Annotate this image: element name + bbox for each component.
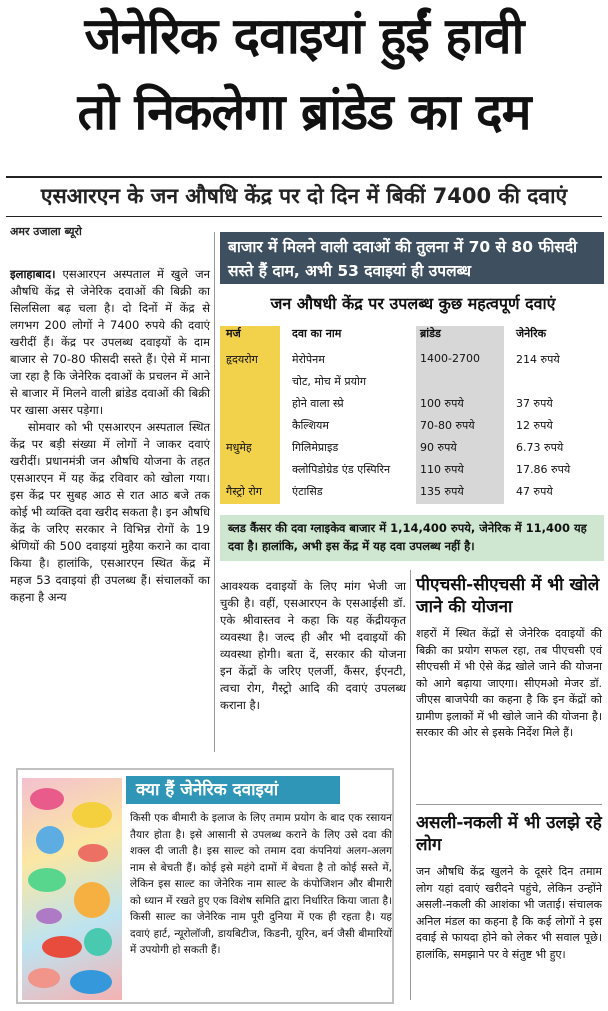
column-divider — [410, 570, 411, 1000]
sidebar-title-phc: पीएचसी-सीएचसी में भी खोले जाने की योजना — [416, 575, 600, 617]
table-header: दवा का नाम — [292, 327, 342, 340]
column-divider — [214, 232, 215, 752]
dateline: इलाहाबाद। — [10, 267, 56, 281]
paragraph: सोमवार को भी एसआरएन अस्पताल स्थित केंद्र पर बड़ी संख्या में लोगों ने जाकर दवाएं खरीदीं। प्रधानमंत्री जन औषधि योजना के तहत एसआरएन में यह केंद्र रविवार को खोला गया। इस केंद्र पर सुबह आठ से रात आठ बजे तक कोई भी व्यक्ति दवा खरीद सकता है। इन औषधि केंद्र के जरिए सरकार ने विभिन्न रोगों के 19 श्रेणियों की 500 दवाइयां मुहैया कराने का दावा किया है। हालांकि, एसआरएन स्थित केंद्र में महज 53 दवाइयां ही उपलब्ध हैं। संचालकों का कहना है अन्य — [10, 420, 210, 604]
table-cell: हृदयरोग — [226, 353, 258, 366]
table-header: मर्ज — [226, 327, 241, 340]
headline-line-2: तो निकलेगा ब्रांडेड का दम — [77, 83, 531, 141]
table-cell: 47 रुपये — [516, 485, 553, 498]
table-cell: एंटासिड — [292, 485, 323, 498]
sidebar-text-real-fake: जन औषधि केंद्र खुलने के दूसरे दिन तमाम लोग यहां दवाएं खरीदने पहुंचे, लेकिन उन्होंने असली-नकली की आशंका भी जताई। संचालक अनिल मंडल का कहना है कि कई लोगों ने इस दवाई से फायदा होने को लेकर भी सवाल पूछे। हालांकि, समझाने पर वे संतुष्ट भी हुए। — [416, 865, 602, 961]
table-cell: मधुमेह — [226, 441, 252, 454]
table-cell: 100 रुपये — [420, 397, 464, 410]
table-cell: गिलिमेप्राइड — [292, 441, 339, 454]
byline: अमर उजाला ब्यूरो — [10, 225, 82, 238]
article-column-2 — [220, 578, 406, 714]
table-cell: 6.73 रुपये — [516, 441, 564, 454]
paragraph: एसआरएन अस्पताल में खुले जन औषधि केंद्र से जेनेरिक दवाओं की बिक्री का सिलसिला बढ़ चला है। दो दिनों में केंद्र से लगभग 200 लोगों ने 7400 रुपये की दवाएं खरीदीं हैं। केंद्र पर उपलब्ध दवाइयों के दाम बाजार से 70-80 फीसदी सस्ते हैं। ऐसे में माना जा रहा है कि जेनेरिक दवाओं के प्रचलन में आने से बाजार में मिलने वाली ब्रांडेड दवाओं की बिक्री पर खासा असर पड़ेगा। — [10, 267, 211, 417]
table-cell: 90 रुपये — [420, 441, 457, 454]
table-cell: गैस्ट्रो रोग — [226, 485, 262, 498]
table-header: ब्रांडेड — [420, 327, 441, 340]
article-column-1 — [10, 266, 210, 606]
divider — [6, 216, 602, 217]
divider — [416, 804, 602, 805]
blood-cancer-note: ब्लड कैंसर की दवा ग्लाइकेव बाजार में 1,14,400 रुपये, जेनेरिक में 11,400 यह दवा है। हालांकि, अभी इस केंद्र में यह दवा उपलब्ध नहीं है। — [220, 515, 604, 561]
table-cell: 214 रुपये — [516, 353, 560, 366]
box-title: क्या हैं जेनेरिक दवाइयां — [126, 776, 340, 804]
table-header: जेनेरिक — [516, 327, 547, 340]
table-cell: होने वाला स्प्रे — [292, 397, 344, 410]
divider — [6, 176, 602, 178]
headline-line-1: जेनेरिक दवाइयां हुईं हावी — [84, 7, 524, 65]
pills-image — [22, 778, 122, 1000]
table-cell: 17.86 रुपये — [516, 463, 571, 476]
table-cell: 135 रुपये — [420, 485, 464, 498]
table-cell: 70-80 रुपये — [420, 419, 475, 432]
table-cell: 110 रुपये — [420, 463, 464, 476]
sidebar-title-real-fake: असली-नकली में भी उलझे रहे लोग — [416, 813, 602, 855]
paragraph: आवश्यक दवाइयों के लिए मांग भेजी जा चुकी है। वहीं, एसआरएन के एसआईसी डॉ. एके श्रीवास्तव ने कहा कि यह केंद्रीयकृत व्यवस्था है। जल्द ही और भी दवाइयों की व्यवस्था होगी। बता दें, सरकार की योजना इन केंद्रों के जरिए एलर्जी, कैंसर, ईएनटी, त्वचा रोग, गैस्ट्रो आदि की दवाएं उपलब्ध कराना है। — [220, 579, 406, 712]
sidebar-text-phc: शहरों में स्थित केंद्रों से जेनेरिक दवाइयों की बिक्री का प्रयोग सफल रहा, तब पीएचसी एवं सीएचसी में भी ऐसे केंद्र खोले जाने की योजना को आगे बढ़ाया जाएगा। सीएमओ मेजर डॉ. जीएस बाजपेयी का कहना है कि इन केंद्रों को ग्रामीण इलाकों में भी खोले जाने की योजना है। सरकार की ओर से इसके निर्देश मिले हैं। — [416, 627, 602, 739]
table-cell: 37 रुपये — [516, 397, 553, 410]
table-cell: 12 रुपये — [516, 419, 553, 432]
table-cell: कैल्शियम — [292, 419, 330, 432]
table-title: जन औषधी केंद्र पर उपलब्ध कुछ महत्वपूर्ण दवाएं — [270, 294, 556, 313]
box-text: किसी एक बीमारी के इलाज के लिए तमाम प्रयोग के बाद एक रसायन तैयार होता है। इसे आसानी से उपलब्ध कराने के लिए उसे दवा की शक्ल दी जाती है। इस साल्ट को तमाम दवा कंपनियां अलग-अलग नाम से बेचती हैं। कोई इसे महंगे दामों में बेचता है तो कोई सस्ते में, लेकिन इस साल्ट का जेनेरिक नाम साल्ट के कंपोजिशन और बीमारी को ध्यान में रखते हुए एक विशेष समिति द्वारा निर्धारित किया जाता है। किसी साल्ट का जेनेरिक नाम पूरी दुनिया में एक ही रहता है। यह दवाएं हार्ट, न्यूरोलॉजी, डायबिटीज, किडनी, यूरिन, बर्न जैसी बीमारियों में उपयोगी हो सकती हैं। — [130, 812, 392, 956]
table-cell: क्लोपिडोग्रेड एंड एस्पिरिन — [292, 463, 391, 476]
highlight-banner: बाजार में मिलने वाली दवाओं की तुलना में 70 से 80 फीसदी सस्ते हैं दाम, अभी 53 दवाइयां ही उपलब्ध — [220, 232, 604, 284]
table-cell: 1400-2700 — [420, 352, 480, 365]
generic-medicine-box — [16, 768, 394, 1004]
subheadline: एसआरएन के जन औषधि केंद्र पर दो दिन में बिकीं 7400 की दवाएं — [40, 184, 568, 208]
table-cell: मेरोपेनम — [292, 353, 325, 366]
table-cell: चोट, मोच में प्रयोग — [292, 375, 367, 388]
